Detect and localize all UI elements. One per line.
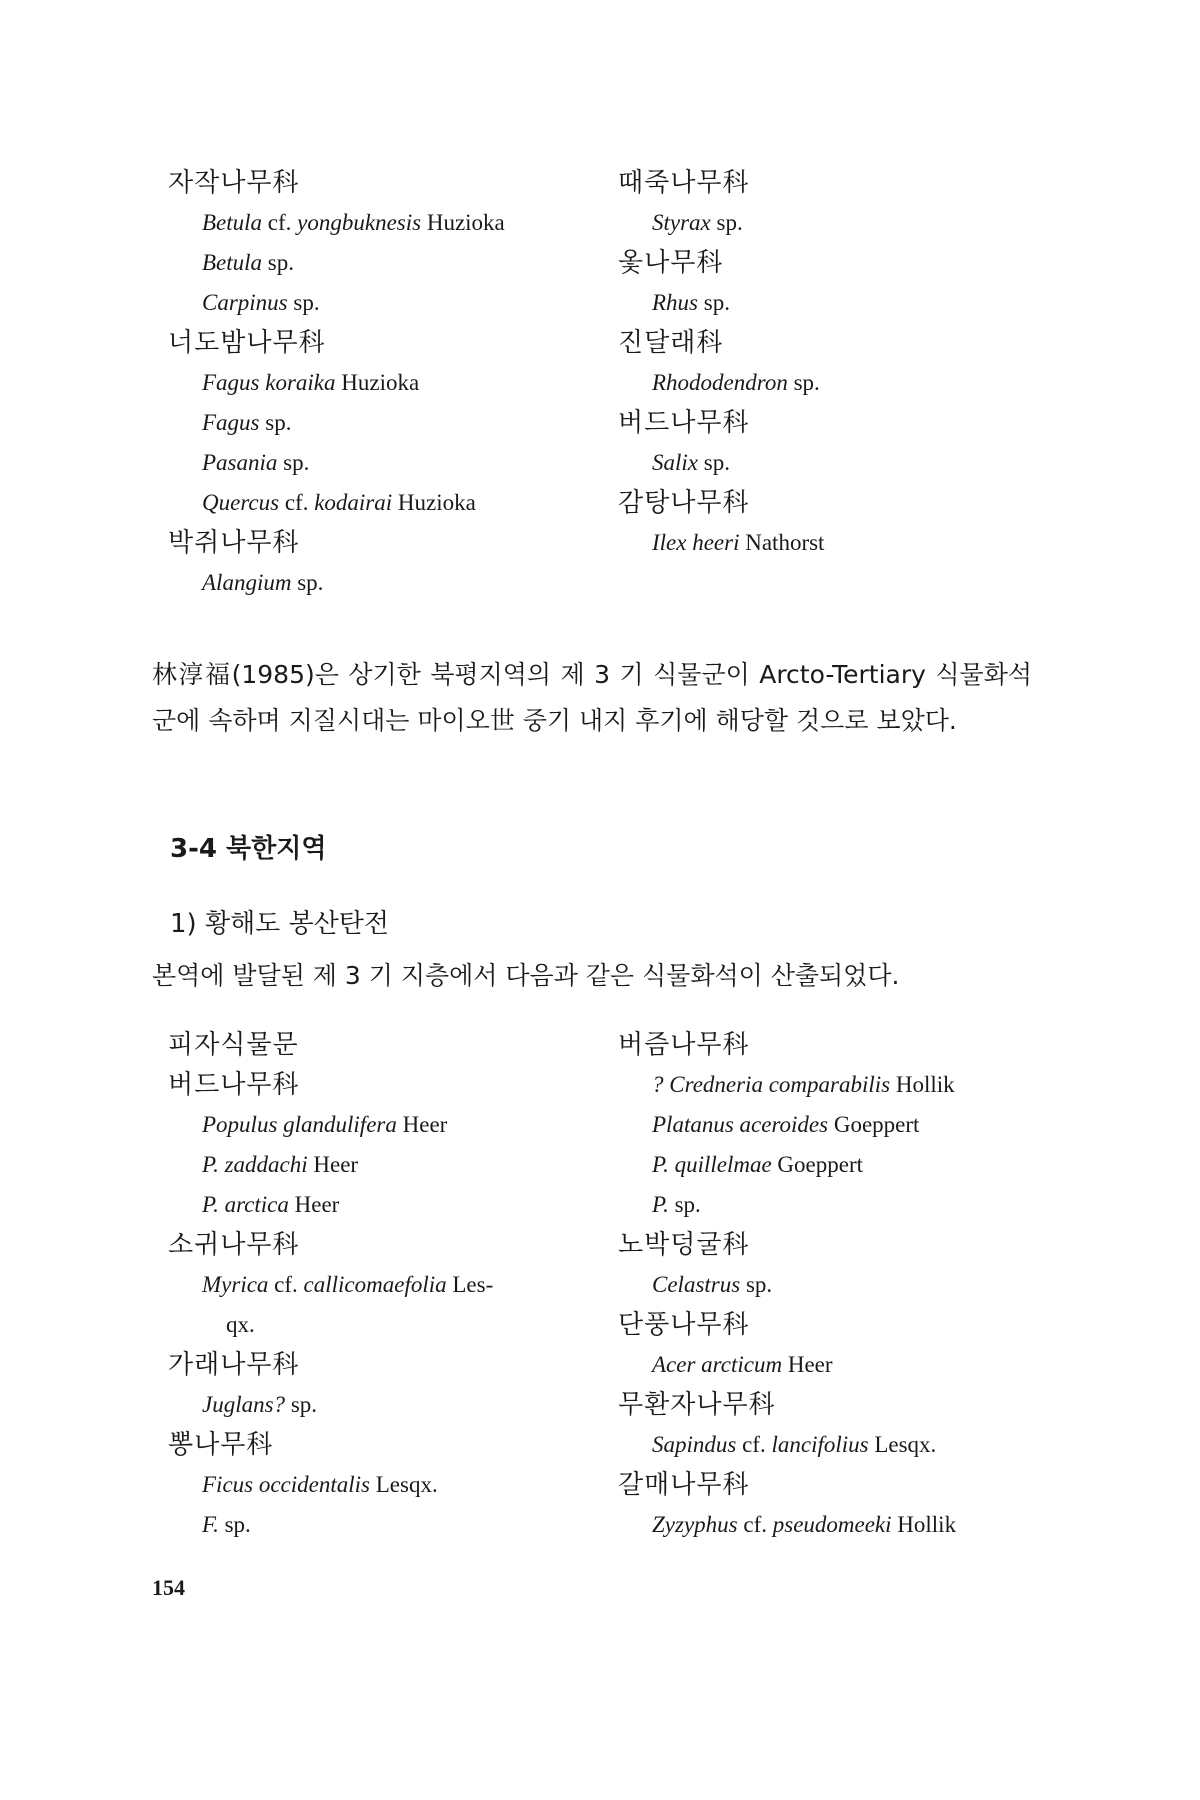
species-name: Sapindus bbox=[652, 1432, 737, 1457]
species-authority: sp. bbox=[703, 450, 730, 475]
species-entry bbox=[618, 1145, 1058, 1185]
species-entry bbox=[168, 443, 608, 483]
species-authority: Lesqx. bbox=[375, 1472, 438, 1497]
species-authority: sp. bbox=[265, 410, 292, 435]
species-name: Celastrus bbox=[652, 1272, 741, 1297]
species-authority: Hollik bbox=[895, 1072, 955, 1097]
species-entry bbox=[618, 443, 1058, 483]
species-entry bbox=[168, 483, 608, 523]
family-name: 때죽나무科 bbox=[618, 168, 750, 198]
species-entry bbox=[168, 1185, 608, 1225]
family-name: 버즘나무科 bbox=[618, 1030, 750, 1060]
species-name: Salix bbox=[652, 450, 698, 475]
species-authority: sp. bbox=[297, 570, 324, 595]
species-entry bbox=[168, 363, 608, 403]
family-name: 노박덩굴科 bbox=[618, 1230, 750, 1260]
species-name: Fagus koraika bbox=[202, 370, 336, 395]
species-entry bbox=[168, 403, 608, 443]
species-authority: sp. bbox=[745, 1272, 773, 1297]
species-authority: Heer bbox=[787, 1352, 833, 1377]
family-name: 소귀나무科 bbox=[168, 1230, 300, 1260]
species-name: Quercus bbox=[202, 490, 280, 515]
family-name: 자작나무科 bbox=[168, 168, 300, 198]
family-name: 가래나무科 bbox=[168, 1350, 300, 1380]
species-epithet: kodairai bbox=[314, 490, 393, 515]
family-name: 옻나무科 bbox=[618, 248, 724, 278]
species-name: Myrica bbox=[202, 1272, 269, 1297]
subsection-heading: 1) 황해도 봉산탄전 bbox=[170, 909, 390, 939]
species-entry bbox=[618, 363, 1058, 403]
species-authority: sp. bbox=[716, 210, 743, 235]
species-epithet: lancifolius bbox=[771, 1432, 869, 1457]
species-authority: sp. bbox=[674, 1192, 701, 1217]
species-name: Juglans? bbox=[202, 1392, 286, 1417]
species-name: Styrax bbox=[652, 210, 711, 235]
family-name: 갈매나무科 bbox=[618, 1470, 750, 1500]
page-number: 154 bbox=[152, 1575, 185, 1600]
species-name: Pasania bbox=[202, 450, 278, 475]
section-heading: 3-4 북한지역 bbox=[170, 834, 327, 864]
species-epithet: callicomaefolia bbox=[303, 1272, 447, 1297]
species-name: P. zaddachi bbox=[202, 1152, 308, 1177]
species-entry bbox=[168, 1265, 608, 1305]
species-entry bbox=[168, 1505, 608, 1545]
species-entry bbox=[618, 1425, 1058, 1465]
family-name: 버드나무科 bbox=[618, 408, 750, 438]
species-name: Fagus bbox=[202, 410, 260, 435]
species-authority: sp. bbox=[703, 290, 730, 315]
species-list-top-right bbox=[618, 163, 1058, 563]
species-name: Ficus occidentalis bbox=[202, 1472, 370, 1497]
species-name: P. quillelmae bbox=[652, 1152, 772, 1177]
species-name: Ilex heeri bbox=[652, 530, 740, 555]
species-name: Acer arcticum bbox=[652, 1352, 783, 1377]
species-authority: Heer bbox=[294, 1192, 340, 1217]
species-name: ? Credneria comparabilis bbox=[652, 1072, 891, 1097]
species-entry bbox=[618, 1065, 1058, 1105]
species-entry bbox=[168, 243, 608, 283]
species-name: Platanus aceroides bbox=[652, 1112, 829, 1137]
species-entry bbox=[168, 1465, 608, 1505]
species-authority: cf. callicomaefolia Les- bbox=[274, 1272, 494, 1297]
species-epithet: pseudomeeki bbox=[772, 1512, 892, 1537]
species-authority: cf. lancifolius Lesqx. bbox=[742, 1432, 937, 1457]
species-authority: Goeppert bbox=[833, 1112, 920, 1137]
species-authority: Heer bbox=[402, 1112, 448, 1137]
species-authority: Heer bbox=[313, 1152, 359, 1177]
family-name: 진달래科 bbox=[618, 328, 724, 358]
species-authority: cf. yongbuknesis Huzioka bbox=[267, 210, 505, 235]
species-name: Betula bbox=[202, 250, 263, 275]
species-entry bbox=[618, 523, 1058, 563]
species-name: Rhododendron bbox=[652, 370, 788, 395]
paragraph-fossils-intro: 본역에 발달된 제 3 기 지층에서 다음과 같은 식물화석이 산출되었다. bbox=[152, 961, 900, 990]
species-entry bbox=[168, 1305, 608, 1345]
species-authority: sp. bbox=[224, 1512, 251, 1537]
species-list-top-left bbox=[168, 163, 608, 603]
species-entry bbox=[618, 1505, 1058, 1545]
species-name: Zyzyphus bbox=[652, 1512, 738, 1537]
species-name: P. arctica bbox=[202, 1192, 289, 1217]
species-authority: Goeppert bbox=[777, 1152, 863, 1177]
species-entry bbox=[168, 283, 608, 323]
species-list-bottom-left bbox=[168, 1025, 608, 1545]
family-name: 감탕나무科 bbox=[618, 488, 750, 518]
species-entry bbox=[168, 1385, 608, 1425]
family-name: 버드나무科 bbox=[168, 1070, 300, 1100]
family-name: 뽕나무科 bbox=[168, 1430, 274, 1460]
species-authority: Huzioka bbox=[341, 370, 420, 395]
species-entry bbox=[168, 1105, 608, 1145]
species-entry bbox=[168, 1145, 608, 1185]
family-name: 너도밤나무科 bbox=[168, 328, 326, 358]
species-name: Betula bbox=[202, 210, 263, 235]
species-authority: sp. bbox=[290, 1392, 318, 1417]
species-authority: sp. bbox=[293, 290, 320, 315]
species-entry bbox=[618, 283, 1058, 323]
species-entry bbox=[618, 1345, 1058, 1385]
species-entry bbox=[618, 1105, 1058, 1145]
species-entry bbox=[618, 1185, 1058, 1225]
species-name: Carpinus bbox=[202, 290, 288, 315]
species-epithet: yongbuknesis bbox=[297, 210, 422, 235]
species-authority: qx. bbox=[226, 1312, 255, 1337]
species-name: Alangium bbox=[202, 570, 292, 595]
species-authority: sp. bbox=[793, 370, 820, 395]
family-name: 박쥐나무科 bbox=[168, 528, 300, 558]
family-name: 단풍나무科 bbox=[618, 1310, 750, 1340]
species-entry bbox=[168, 203, 608, 243]
family-name: 피자식물문 bbox=[168, 1030, 299, 1060]
species-entry bbox=[618, 1265, 1058, 1305]
species-name: P. bbox=[652, 1192, 669, 1217]
species-authority: cf. kodairai Huzioka bbox=[284, 490, 476, 515]
species-name: Populus glandulifera bbox=[202, 1112, 397, 1137]
species-entry bbox=[168, 563, 608, 603]
species-name: Rhus bbox=[652, 290, 698, 315]
species-authority: Nathorst bbox=[745, 530, 825, 555]
species-name: F. bbox=[202, 1512, 219, 1537]
paragraph-arcto-tertiary: 林淳福(1985)은 상기한 북평지역의 제 3 기 식물군이 Arcto-Tertiary 식물화석군에 속하며 지질시대는 마이오世 중기 내지 후기에 해당할 것으로 보았다. bbox=[152, 660, 1032, 735]
species-authority: cf. pseudomeeki Hollik bbox=[743, 1512, 957, 1537]
species-entry bbox=[618, 203, 1058, 243]
family-name: 무환자나무科 bbox=[618, 1390, 776, 1420]
species-list-bottom-right bbox=[618, 1025, 1058, 1545]
species-authority: sp. bbox=[267, 250, 294, 275]
species-authority: sp. bbox=[283, 450, 310, 475]
